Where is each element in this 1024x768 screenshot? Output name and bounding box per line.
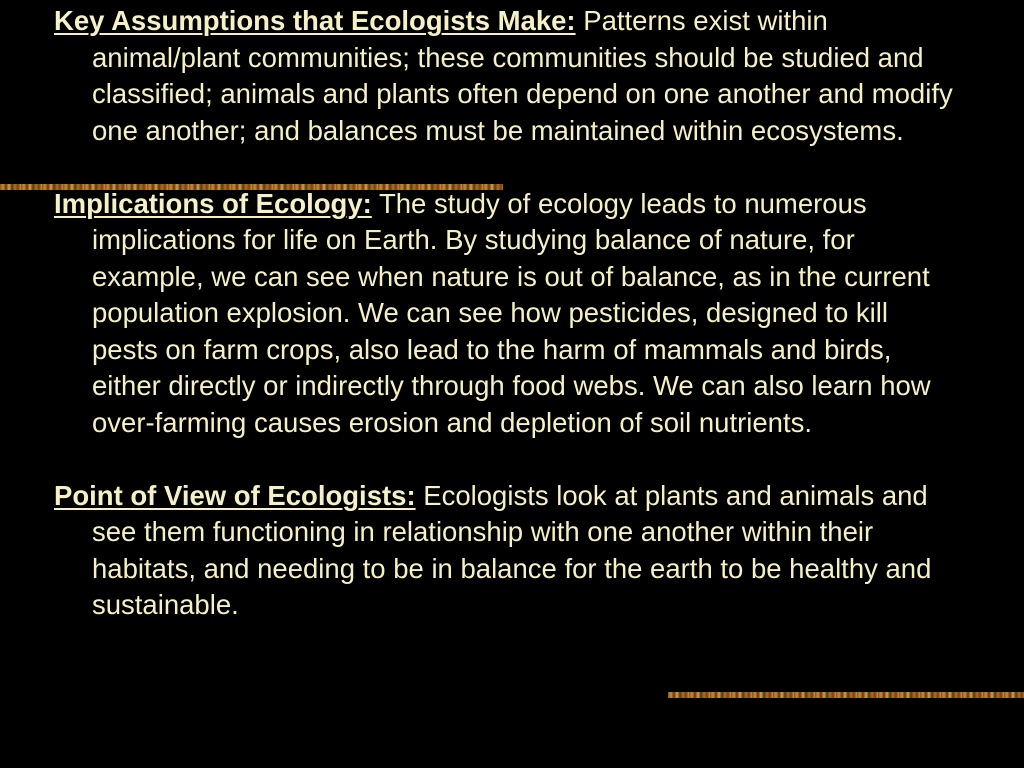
paragraph-implications (54, 186, 954, 442)
slide-content (54, 3, 954, 624)
paragraph-heading: Key Assumptions that Ecologists Make: (54, 5, 576, 36)
paragraph-point-of-view (54, 478, 954, 624)
paragraph-key-assumptions (54, 3, 954, 149)
paragraph-heading: Point of View of Ecologists: (54, 479, 416, 511)
paragraph-body: The study of ecology leads to numerous implications for life on Earth. By studying balance of nature, for example, we can see when nature is out of balance, as in the current population explosion. We can see how pesticides, designed to kill pests on farm crops, also lead to the harm of mammals and birds, either directly or indirectly through food webs. We can also learn how over-farming causes erosion and depletion of soil nutrients. (92, 187, 931, 438)
decorative-accent-bar-bottom (668, 692, 1024, 698)
paragraph-body: Ecologists look at plants and animals and see them functioning in relationship with one another within their habitats, and needing to be in balance for the earth to be healthy and sustainable. (92, 479, 932, 620)
paragraph-heading: Implications of Ecology: (54, 187, 372, 219)
paragraph-body: Patterns exist within animal/plant communities; these communities should be studied and classified; animals and plants often depend on one another and modify one another; and balances must be maintained within ecosystems. (92, 5, 953, 146)
